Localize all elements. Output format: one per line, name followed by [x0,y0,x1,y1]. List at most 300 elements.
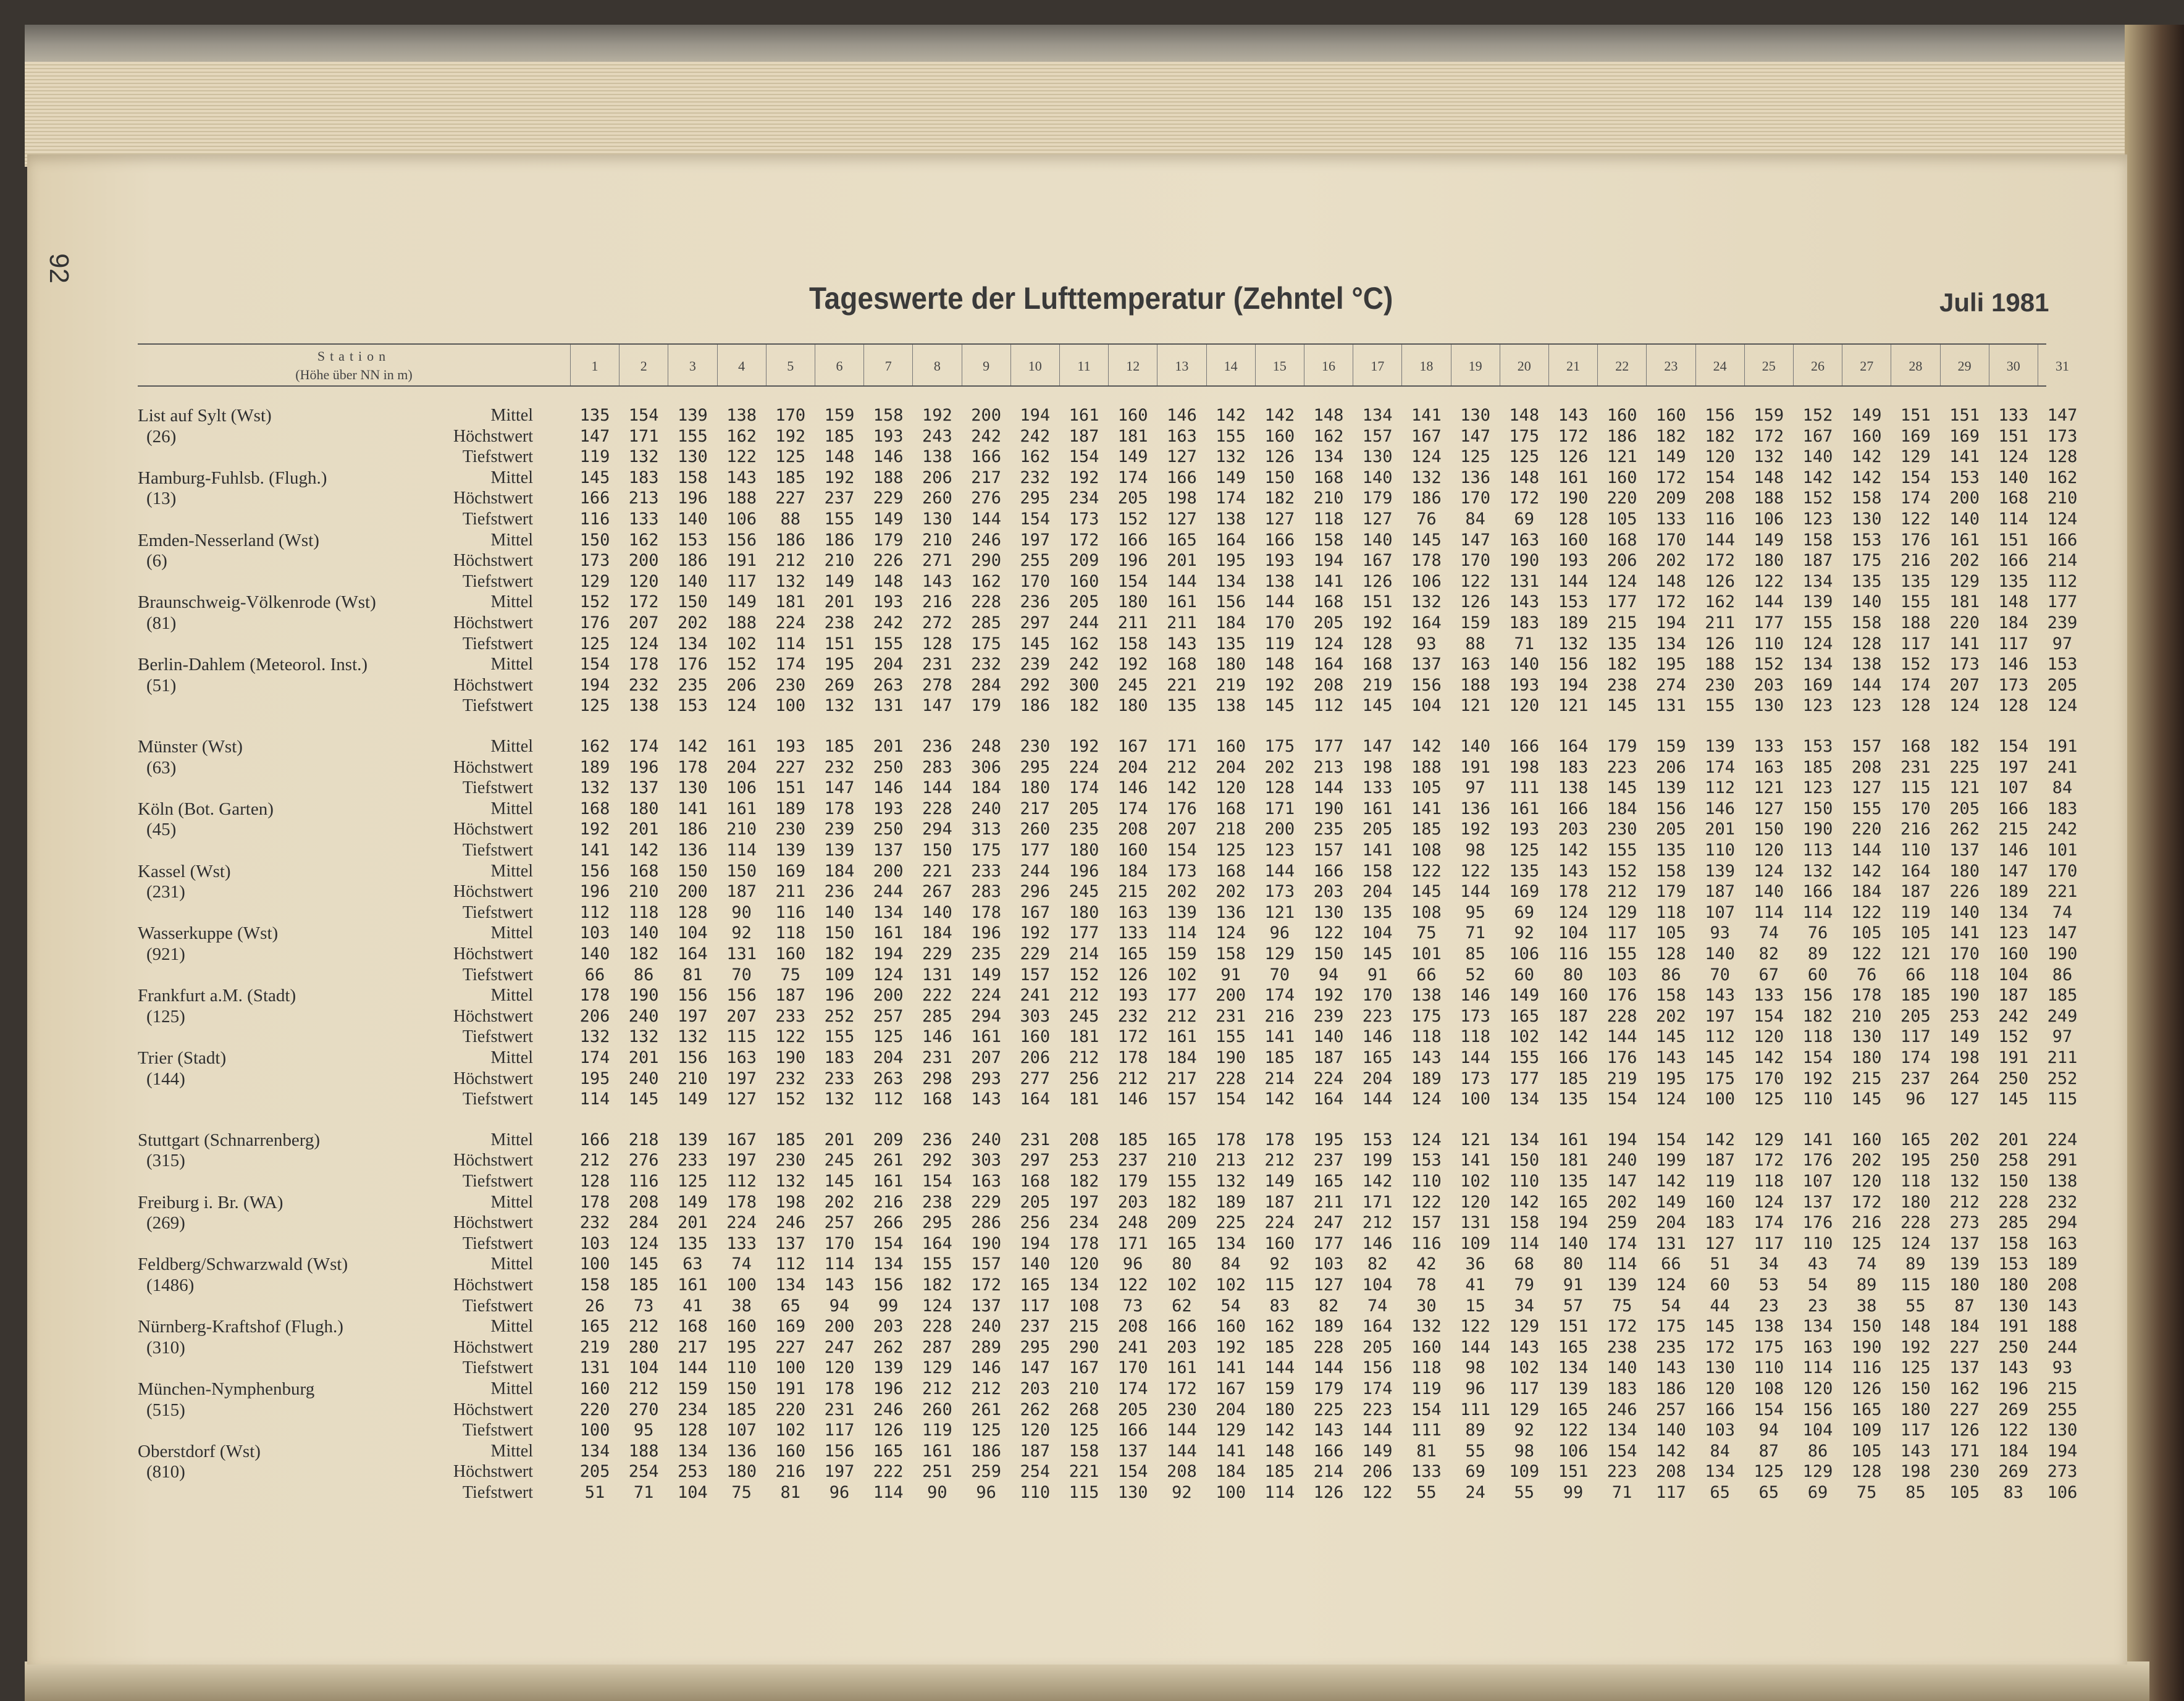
temperature-value: 135 [1509,861,1540,881]
temperature-value: 122 [1460,861,1490,881]
temperature-value: 155 [1802,613,1833,632]
temperature-value: 96 [1269,923,1290,943]
temperature-value: 160 [1851,1130,1882,1149]
temperature-value: 185 [1117,1130,1148,1149]
temperature-value: 142 [1851,468,1882,487]
temperature-value: 156 [1656,799,1686,818]
temperature-value: 193 [1558,551,1589,571]
temperature-value: 166 [1117,530,1148,550]
temperature-value: 178 [678,757,708,777]
temperature-value: 204 [1656,1213,1686,1233]
temperature-value: 253 [1949,1006,1980,1026]
temperature-value: 151 [1998,426,2029,446]
temperature-value: 135 [1558,1090,1589,1109]
temperature-value: 285 [922,1006,952,1026]
temperature-value: 91 [1220,965,1241,985]
temperature-value: 125 [1509,447,1540,467]
temperature-value: 145 [579,468,610,487]
temperature-value: 149 [678,1090,708,1109]
row-label: Tiefstwert [462,634,533,653]
temperature-value: 180 [1998,1275,2029,1295]
temperature-value: 75 [1856,1483,1877,1502]
temperature-value: 176 [1802,1151,1833,1170]
row-label: Tiefstwert [462,447,533,467]
temperature-value: 76 [1807,923,1828,943]
temperature-value: 291 [2047,1151,2078,1170]
temperature-value: 163 [1754,757,1784,777]
temperature-value: 130 [2047,1421,2078,1440]
temperature-value: 215 [1851,1069,1882,1088]
temperature-value: 166 [971,447,1001,467]
temperature-value: 138 [1754,1317,1784,1337]
temperature-value: 38 [731,1296,752,1316]
temperature-value: 132 [1802,861,1833,881]
temperature-value: 98 [1514,1441,1535,1461]
temperature-value: 116 [1558,944,1589,964]
temperature-value: 232 [824,757,855,777]
temperature-value: 242 [1020,426,1051,446]
temperature-value: 128 [1998,696,2029,716]
temperature-value: 139 [1558,1379,1589,1398]
station-name: Köln (Bot. Garten) [138,799,274,819]
temperature-value: 158 [678,468,708,487]
temperature-value: 141 [1264,1027,1295,1047]
temperature-value: 173 [1460,1069,1490,1088]
temperature-value: 213 [628,489,659,508]
temperature-value: 141 [1949,447,1980,467]
temperature-value: 168 [1313,468,1344,487]
temperature-value: 120 [1851,1172,1882,1191]
temperature-value: 83 [1269,1296,1290,1316]
temperature-value: 164 [1020,1090,1051,1109]
temperature-value: 166 [1998,799,2029,818]
station-header-sub: (Höhe über NN in m) [295,367,413,382]
temperature-value: 168 [579,799,610,818]
temperature-value: 229 [873,489,904,508]
temperature-value: 192 [775,426,806,446]
temperature-value: 109 [1509,1462,1540,1482]
temperature-value: 196 [824,986,855,1006]
temperature-value: 175 [1264,737,1295,756]
temperature-value: 121 [1949,778,1980,798]
temperature-value: 189 [775,799,806,818]
temperature-value: 129 [1949,571,1980,591]
temperature-value: 296 [1020,882,1051,902]
temperature-value: 99 [878,1296,899,1316]
temperature-value: 105 [1411,778,1442,798]
temperature-value: 117 [1900,634,1931,653]
temperature-value: 106 [726,778,757,798]
temperature-value: 92 [1514,923,1535,943]
station-name: Wasserkuppe (Wst) [138,923,279,944]
temperature-value: 235 [1069,820,1099,839]
temperature-value: 166 [1167,1317,1197,1337]
temperature-value: 122 [1411,1192,1442,1212]
temperature-value: 169 [1949,426,1980,446]
temperature-value: 71 [1514,634,1535,653]
station-elevation: (144) [146,1069,185,1089]
temperature-value: 146 [1362,1027,1393,1047]
temperature-value: 143 [1900,1441,1931,1461]
temperature-value: 140 [1558,1233,1589,1253]
temperature-value: 150 [824,923,855,943]
temperature-value: 182 [922,1275,952,1295]
temperature-value: 145 [1998,1090,2029,1109]
temperature-value: 114 [1509,1233,1540,1253]
temperature-value: 124 [726,696,757,716]
temperature-value: 140 [1998,468,2029,487]
temperature-value: 74 [2052,902,2073,922]
temperature-value: 203 [1754,675,1784,695]
temperature-value: 110 [1900,841,1931,860]
temperature-value: 172 [1167,1379,1197,1398]
temperature-value: 255 [1020,551,1051,571]
temperature-value: 165 [1558,1337,1589,1357]
temperature-value: 100 [579,1254,610,1274]
station-elevation: (315) [146,1151,185,1171]
temperature-value: 234 [1069,1213,1099,1233]
temperature-value: 185 [726,1400,757,1419]
temperature-value: 158 [1851,613,1882,632]
temperature-value: 230 [1606,820,1637,839]
station-name: Hamburg-Fuhlsb. (Flugh.) [138,468,327,488]
temperature-value: 142 [628,841,659,860]
temperature-value: 234 [1069,489,1099,508]
temperature-value: 87 [1758,1441,1779,1461]
temperature-value: 154 [1754,1006,1784,1026]
temperature-value: 149 [726,592,757,612]
temperature-value: 118 [1754,1172,1784,1191]
temperature-value: 133 [1754,737,1784,756]
temperature-value: 141 [1216,1358,1246,1378]
temperature-value: 231 [922,655,952,674]
row-label: Höchstwert [453,1275,533,1295]
row-label: Höchstwert [453,1069,533,1088]
temperature-value: 108 [1754,1379,1784,1398]
temperature-value: 196 [971,923,1001,943]
temperature-value: 194 [2047,1441,2078,1461]
temperature-value: 131 [1656,1233,1686,1253]
temperature-value: 143 [922,571,952,591]
temperature-value: 111 [1460,1400,1490,1419]
temperature-value: 142 [1558,841,1589,860]
temperature-value: 169 [1509,882,1540,902]
temperature-value: 169 [1802,675,1833,695]
temperature-value: 129 [1606,902,1637,922]
temperature-value: 150 [1998,1172,2029,1191]
temperature-value: 174 [1606,1233,1637,1253]
temperature-value: 141 [678,799,708,818]
temperature-value: 205 [1656,820,1686,839]
temperature-value: 147 [1606,1172,1637,1191]
temperature-value: 120 [1069,1254,1099,1274]
temperature-value: 140 [824,902,855,922]
temperature-value: 81 [682,965,703,985]
temperature-value: 86 [633,965,654,985]
day-header: 16 [1322,358,1335,374]
temperature-value: 177 [1069,923,1099,943]
temperature-value: 73 [1122,1296,1143,1316]
temperature-value: 173 [2047,426,2078,446]
temperature-value: 231 [1020,1130,1051,1149]
temperature-value: 183 [1606,1379,1637,1398]
temperature-value: 176 [1900,530,1931,550]
temperature-value: 257 [824,1213,855,1233]
temperature-value: 122 [1313,923,1344,943]
temperature-value: 125 [678,1172,708,1191]
temperature-value: 244 [1069,613,1099,632]
temperature-value: 102 [1460,1172,1490,1191]
temperature-value: 210 [1069,1379,1099,1398]
temperature-value: 161 [1509,799,1540,818]
temperature-value: 212 [1069,1048,1099,1067]
temperature-value: 129 [1216,1421,1246,1440]
temperature-value: 277 [1020,1069,1051,1088]
temperature-value: 143 [1509,1337,1540,1357]
temperature-value: 136 [726,1441,757,1461]
row-label: Mittel [490,799,533,818]
temperature-value: 161 [922,1441,952,1461]
temperature-value: 278 [922,675,952,695]
temperature-value: 217 [971,468,1001,487]
temperature-value: 102 [1167,1275,1197,1295]
temperature-value: 97 [2052,634,2073,653]
temperature-value: 206 [579,1006,610,1026]
temperature-value: 123 [1851,696,1882,716]
temperature-value: 172 [971,1275,1001,1295]
temperature-value: 170 [824,1233,855,1253]
temperature-value: 128 [678,902,708,922]
temperature-value: 105 [1606,510,1637,529]
temperature-value: 175 [971,634,1001,653]
temperature-value: 144 [678,1358,708,1378]
day-header: 10 [1028,358,1042,374]
row-label: Mittel [490,592,533,612]
station-elevation: (231) [146,882,185,902]
temperature-value: 119 [1264,634,1295,653]
temperature-value: 148 [1656,571,1686,591]
temperature-value: 260 [1020,820,1051,839]
temperature-value: 190 [1558,489,1589,508]
temperature-value: 180 [1069,902,1099,922]
temperature-value: 205 [1949,799,1980,818]
temperature-value: 268 [1069,1400,1099,1419]
temperature-value: 131 [1460,1213,1490,1233]
temperature-value: 203 [1313,882,1344,902]
temperature-value: 185 [628,1275,659,1295]
temperature-value: 183 [1705,1213,1735,1233]
temperature-value: 99 [1563,1483,1584,1502]
day-header: 29 [1957,358,1972,374]
temperature-value: 158 [1998,1233,2029,1253]
temperature-value: 136 [1460,799,1490,818]
temperature-value: 165 [1020,1275,1051,1295]
temperature-value: 134 [1705,1462,1735,1482]
temperature-value: 175 [1411,1006,1442,1026]
temperature-value: 168 [1362,655,1393,674]
temperature-value: 165 [873,1441,904,1461]
temperature-value: 173 [1460,1006,1490,1026]
temperature-value: 88 [780,510,801,529]
temperature-value: 167 [726,1130,757,1149]
temperature-value: 240 [971,1317,1001,1337]
temperature-value: 179 [1117,1172,1148,1191]
temperature-value: 154 [922,1172,952,1191]
temperature-value: 154 [1606,1090,1637,1109]
temperature-value: 93 [2052,1358,2073,1378]
temperature-value: 232 [1117,1006,1148,1026]
temperature-value: 177 [1020,841,1051,860]
temperature-value: 144 [922,778,952,798]
station-name: Kassel (Wst) [138,861,231,881]
station-name: Frankfurt a.M. (Stadt) [138,986,296,1006]
temperature-value: 156 [1802,1400,1833,1419]
temperature-value: 24 [1465,1483,1485,1502]
temperature-value: 164 [1216,530,1246,550]
temperature-value: 42 [1416,1254,1437,1274]
row-label: Mittel [490,1379,533,1398]
temperature-value: 232 [2047,1192,2078,1212]
temperature-value: 187 [1069,426,1099,446]
temperature-value: 192 [1264,675,1295,695]
temperature-value: 202 [1949,1130,1980,1149]
temperature-value: 201 [873,737,904,756]
temperature-value: 205 [1020,1192,1051,1212]
temperature-value: 165 [1509,1006,1540,1026]
temperature-value: 124 [628,1233,659,1253]
temperature-value: 224 [2047,1130,2078,1149]
temperature-value: 232 [1020,468,1051,487]
temperature-value: 140 [1606,1358,1637,1378]
temperature-value: 132 [628,1027,659,1047]
day-header: 21 [1566,358,1580,374]
temperature-value: 66 [1661,1254,1681,1274]
temperature-value: 170 [1460,489,1490,508]
temperature-value: 132 [1411,592,1442,612]
temperature-value: 128 [1851,1462,1882,1482]
temperature-value: 126 [1264,447,1295,467]
temperature-value: 205 [1313,613,1344,632]
temperature-value: 128 [1851,634,1882,653]
temperature-value: 165 [1900,1130,1931,1149]
temperature-value: 200 [873,861,904,881]
temperature-value: 114 [775,634,806,653]
temperature-value: 118 [1460,1027,1490,1047]
temperature-value: 158 [1313,530,1344,550]
temperature-value: 194 [1020,406,1051,425]
temperature-value: 89 [1856,1275,1877,1295]
temperature-value: 116 [775,902,806,922]
temperature-value: 253 [678,1462,708,1482]
day-header: 15 [1272,358,1287,374]
temperature-value: 214 [1264,1069,1295,1088]
temperature-value: 117 [1606,923,1637,943]
temperature-value: 256 [1069,1069,1099,1088]
temperature-value: 269 [1998,1400,2029,1419]
temperature-value: 190 [1802,820,1833,839]
temperature-value: 102 [1509,1027,1540,1047]
temperature-value: 197 [726,1151,757,1170]
temperature-value: 124 [873,965,904,985]
temperature-value: 126 [1705,634,1735,653]
temperature-value: 240 [971,1130,1001,1149]
temperature-value: 158 [1509,1213,1540,1233]
temperature-value: 201 [628,820,659,839]
temperature-value: 128 [1362,634,1393,653]
temperature-value: 198 [1167,489,1197,508]
temperature-value: 117 [824,1421,855,1440]
temperature-value: 188 [726,613,757,632]
temperature-value: 192 [1362,613,1393,632]
temperature-value: 121 [1460,1130,1490,1149]
temperature-value: 154 [1069,447,1099,467]
temperature-value: 134 [873,902,904,922]
temperature-value: 185 [1264,1048,1295,1067]
temperature-value: 154 [1117,1462,1148,1482]
temperature-value: 135 [1558,1172,1589,1191]
temperature-value: 180 [1754,551,1784,571]
temperature-value: 194 [1656,613,1686,632]
temperature-value: 217 [1167,1069,1197,1088]
temperature-value: 114 [1167,923,1197,943]
temperature-value: 262 [1020,1400,1051,1419]
temperature-value: 166 [579,1130,610,1149]
temperature-value: 154 [1411,1400,1442,1419]
temperature-value: 134 [1606,1421,1637,1440]
temperature-value: 132 [579,778,610,798]
temperature-value: 162 [2047,468,2078,487]
temperature-value: 171 [1167,737,1197,756]
temperature-value: 144 [1167,1441,1197,1461]
temperature-value: 166 [1313,1441,1344,1461]
temperature-value: 207 [628,613,659,632]
temperature-value: 195 [1900,1151,1931,1170]
temperature-value: 202 [1851,1151,1882,1170]
temperature-value: 106 [1411,571,1442,591]
temperature-value: 154 [1802,1048,1833,1067]
temperature-value: 200 [628,551,659,571]
temperature-value: 283 [922,757,952,777]
temperature-value: 163 [1509,530,1540,550]
temperature-value: 116 [1411,1233,1442,1253]
temperature-value: 89 [1465,1421,1485,1440]
temperature-value: 126 [1362,571,1393,591]
temperature-value: 168 [1998,489,2029,508]
temperature-value: 167 [1117,737,1148,756]
temperature-value: 150 [1851,1317,1882,1337]
row-label: Höchstwert [453,1337,533,1357]
temperature-value: 112 [579,902,610,922]
temperature-value: 142 [1656,1441,1686,1461]
temperature-value: 122 [1558,1421,1589,1440]
temperature-value: 125 [971,1421,1001,1440]
temperature-value: 225 [1949,757,1980,777]
temperature-value: 177 [2047,592,2078,612]
temperature-value: 100 [775,1358,806,1378]
temperature-value: 261 [873,1151,904,1170]
temperature-value: 152 [579,592,610,612]
temperature-value: 206 [726,675,757,695]
temperature-value: 182 [1606,655,1637,674]
temperature-value: 135 [1900,571,1931,591]
temperature-value: 233 [678,1151,708,1170]
temperature-value: 84 [1220,1254,1241,1274]
temperature-value: 114 [824,1254,855,1274]
temperature-value: 196 [628,757,659,777]
temperature-value: 120 [824,1358,855,1378]
temperature-value: 123 [1264,841,1295,860]
temperature-value: 161 [1558,468,1589,487]
